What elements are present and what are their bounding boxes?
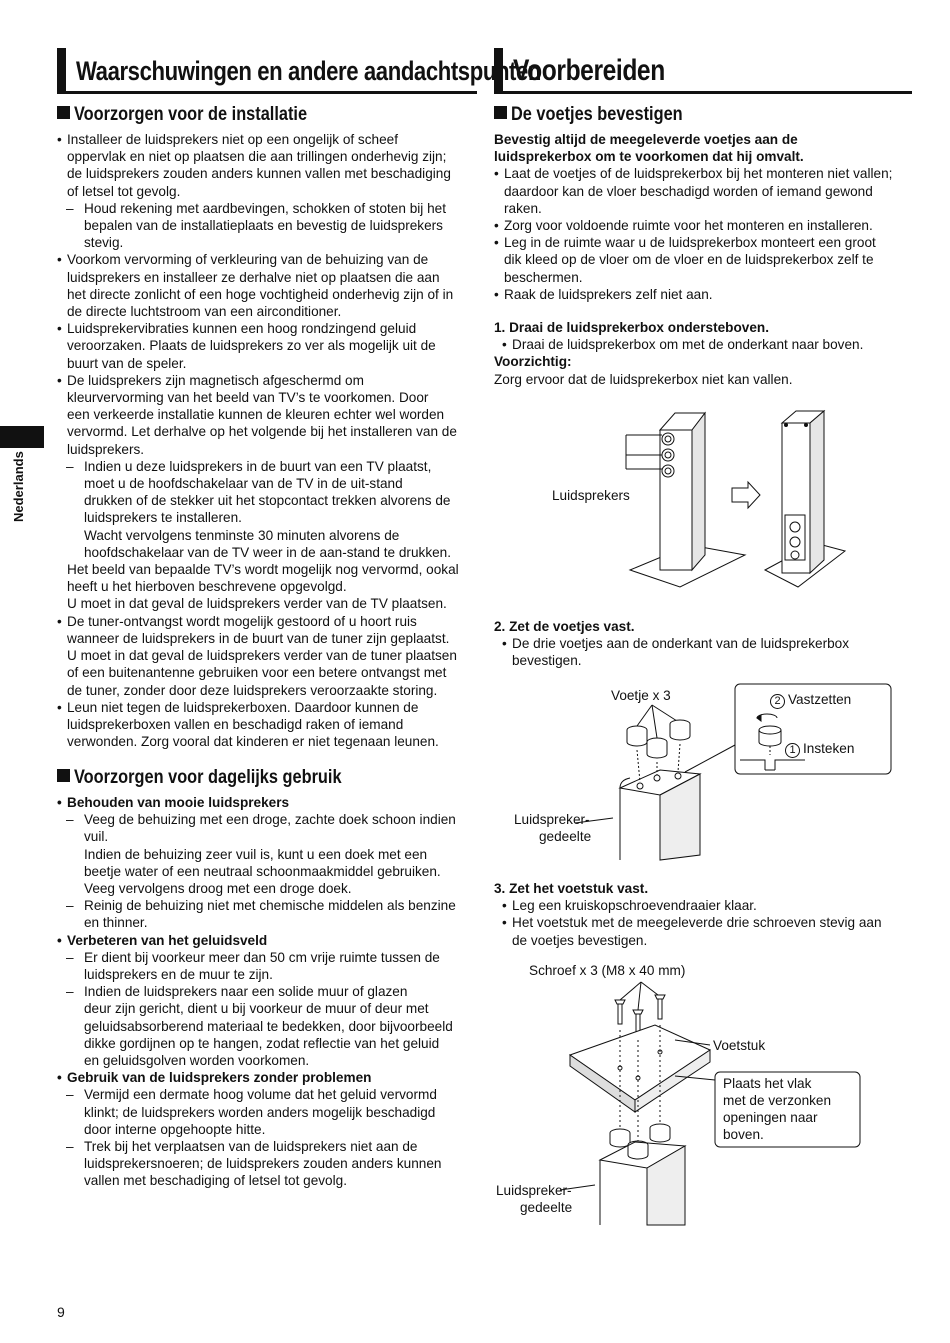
square-bullet-icon <box>57 769 70 782</box>
text-line: verwonden. Zorg vooral dat kinderen er niet tegenaan leunen. <box>67 734 439 750</box>
text-line: hoofdschakelaar van de TV weer in de aan-stand te drukken. <box>84 544 452 560</box>
square-bullet-icon <box>57 106 70 119</box>
text-line: en geluidsgolven worden voorkomen. <box>84 1053 310 1069</box>
text-line: – Vermijd een dermate hoog volume dat het geluid vervormd <box>57 1086 482 1103</box>
text-line: Indien de behuizing zeer vuil is, kunt u een doek met een <box>84 846 428 862</box>
text-line: • Laat de voetjes of de luidsprekerbox bij het monteren niet vallen; <box>494 165 919 182</box>
text-line: • Zorg voor voldoende ruimte voor het monteren en installeren. <box>494 217 919 234</box>
text-line: klinkt; de luidsprekers worden anders mogelijk beschadigd <box>84 1104 436 1120</box>
text-line: • Behouden van mooie luidsprekers <box>57 794 482 811</box>
language-tab <box>0 426 44 448</box>
text-line: heeft u het hierboven beschrevene opgevolgd. <box>67 579 347 595</box>
step-3-bullet-b: • Het voetstuk met de meegeleverde drie schroeven stevig aan <box>494 914 919 931</box>
text-line: vallen met beschadiging of letsel tot gevolg. <box>84 1173 347 1189</box>
text-line: beschermen. <box>504 269 583 285</box>
text-line: luidsprekers. <box>67 441 145 457</box>
step-1 <box>494 319 919 388</box>
step-2 <box>494 618 919 670</box>
page-number: 9 <box>57 1304 65 1320</box>
text-line: wanneer de luidsprekers in de buurt van de tuner zijn geplaatst. <box>67 630 450 646</box>
text-line: – Indien de luidsprekers naar een solide muur of glazen <box>57 983 482 1000</box>
text-line: deur zijn gericht, dient u bij voorkeur de muur of deur met <box>84 1001 429 1017</box>
text-line: veroorzaken. Plaats de luidsprekers zo ver als mogelijk uit de <box>67 338 436 354</box>
caution-label: Voorzichtig: <box>494 354 572 370</box>
speaker-flip-figure <box>620 405 850 590</box>
text-line: geluidsabsorberend materiaal te bedekken, door bijvoorbeeld <box>84 1018 453 1034</box>
text-line: luidsprekers en de muur te zijn. <box>84 967 273 983</box>
step-1-title: 1. Draai de luidsprekerbox ondersteboven. <box>494 320 769 335</box>
text-line: Veeg vervolgens droog met een droge doek. <box>84 881 352 897</box>
text-line: stevig. <box>84 235 124 251</box>
step-3-title: 3. Zet het voetstuk vast. <box>494 881 649 896</box>
text-line: luidsprekers te installeren. <box>84 510 242 526</box>
text-line: het directe zonlicht of een hoge vochtigheid onderhevig zijn of in <box>67 286 454 302</box>
text-line: – Er dient bij voorkeur meer dan 50 cm vrije ruimte tussen de <box>57 949 482 966</box>
intro-list <box>494 131 919 303</box>
text-line: drukken of de stekker uit het stopcontact trekken alvorens de <box>84 493 451 509</box>
left-page-title: Waarschuwingen en andere aandachtspunten <box>57 48 477 94</box>
step-number-2-icon: 2 <box>770 694 785 709</box>
text-line: • Luidsprekervibraties kunnen een hoog rondzingend geluid <box>57 320 482 337</box>
text-line: de luidsprekers zouden anders kunnen vallen met beschadiging <box>67 166 451 182</box>
text-line: door interne opgehoopte hitte. <box>84 1121 266 1137</box>
fig2-label-feet: Voetje x 3 <box>611 688 671 703</box>
fig3-label-base: Voetstuk <box>713 1038 766 1053</box>
fig2-label-tighten: 2 Vastzetten <box>770 691 851 709</box>
text-line: luidsprekers en installeer ze derhalve niet op plaatsen die aan <box>67 269 440 285</box>
install-list <box>57 131 482 750</box>
text-line: vervormd. Let derhalve op het volgende bij het installeren van de <box>67 424 457 440</box>
text-line: – Houd rekening met aardbevingen, schokken of stoten bij het <box>57 200 482 217</box>
install-heading: Voorzorgen voor de installatie <box>57 104 345 126</box>
text-line: Het beeld van bepaalde TV’s wordt mogelijk nog vervormd, ookal <box>67 562 459 578</box>
step-3 <box>494 880 919 949</box>
text-line: • Installeer de luidsprekers niet op een ongelijk of scheef <box>57 131 482 148</box>
text-line: of een buitenantenne gebruiken voor een betere ontvangst met <box>67 665 447 681</box>
text-line: – Indien u deze luidsprekers in de buurt van een TV plaatst, <box>57 458 482 475</box>
text-line: • Voorkom vervorming of verkleuring van de behuizing van de <box>57 251 482 268</box>
language-label: Nederlands <box>11 451 26 522</box>
fig1-label-speakers: Luidsprekers <box>552 488 630 503</box>
text-line: dikke gordijnen op te hangen, zodat reflectie van het geluid <box>84 1035 440 1051</box>
text-line: – Reinig de behuizing niet met chemische middelen als benzine <box>57 897 482 914</box>
fig3-label-screws: Schroef x 3 (M8 x 40 mm) <box>529 963 686 978</box>
step-number-1-icon: 1 <box>785 743 800 758</box>
text-line: beetje water of een neutraal schoonmaakmiddel gebruiken. <box>84 863 441 879</box>
text-line: raken. <box>504 200 542 216</box>
text-line: – Veeg de behuizing met een droge, zachte doek schoon indien <box>57 811 482 828</box>
step-2-bullet-cont: bevestigen. <box>512 653 582 669</box>
text-line: daardoor kan de vloer beschadigd worden of iemand gewond <box>504 183 873 199</box>
fig3-label-part-2: gedeelte <box>520 1200 573 1215</box>
text-line: • Leun niet tegen de luidsprekerboxen. Daardoor kunnen de <box>57 699 482 716</box>
step-2-title: 2. Zet de voetjes vast. <box>494 619 635 634</box>
text-line: moet u de hoofdschakelaar van de TV in de uit-stand <box>84 476 403 492</box>
text-line: U moet in dat geval de luidsprekers verder van de tuner plaatsen <box>67 648 457 664</box>
text-line: • Leg in de ruimte waar u de luidsprekerbox monteert een groot <box>494 234 919 251</box>
fig2-label-part-2: gedeelte <box>539 829 592 844</box>
text-line: vuil. <box>84 829 109 845</box>
feet-figure <box>605 700 895 860</box>
text-line: • Gebruik van de luidsprekers zonder problemen <box>57 1069 482 1086</box>
step-3-bullet-a: • Leg een kruiskopschroevendraaier klaar. <box>494 897 919 914</box>
text-line: de tuner, zonder door deze luidsprekers veroorzaakte storing. <box>67 682 438 698</box>
text-line: • Raak de luidsprekers zelf niet aan. <box>494 286 919 303</box>
caution-text: Zorg ervoor dat de luidsprekerbox niet kan vallen. <box>494 371 793 387</box>
text-line: luidsprekersnoeren; de luidsprekers zouden anders kunnen <box>84 1156 442 1172</box>
text-line: oppervlak en niet op plaatsen die aan trillingen onderhevig zijn; <box>67 149 447 165</box>
fig2-label-insert: 1 Insteken <box>785 740 854 758</box>
text-line: buurt van de speler. <box>67 355 187 371</box>
feet-heading: De voetjes bevestigen <box>494 104 711 126</box>
text-line: U moet in dat geval de luidsprekers verder van de TV plaatsen. <box>67 596 447 612</box>
right-page-title: Voorbereiden <box>494 48 912 94</box>
text-line: dik kleed op de vloer om de vloer en de luidsprekerbox zelf te <box>504 252 874 268</box>
text-line: • De luidsprekers zijn magnetisch afgeschermd om <box>57 372 482 389</box>
text-line: kleurvervorming van het beeld van TV’s te voorkomen. Door <box>67 390 429 406</box>
fig2-label-part-1: Luidspreker- <box>514 812 590 827</box>
text-line: Bevestig altijd de meegeleverde voetjes aan de <box>494 132 798 147</box>
fig3-note: Plaats het vlak met de verzonken openingen naar boven. <box>723 1076 832 1142</box>
daily-list <box>57 794 482 1190</box>
square-bullet-icon <box>494 106 507 119</box>
text-line: en thinner. <box>84 915 148 931</box>
text-line: luidsprekerbox om te voorkomen dat hij omvalt. <box>494 149 804 165</box>
step-2-bullet: • De drie voetjes aan de onderkant van de luidsprekerbox <box>494 635 919 652</box>
fig3-label-part-1: Luidspreker- <box>496 1183 572 1198</box>
text-line: • De tuner-ontvangst wordt mogelijk gestoord of u hoort ruis <box>57 613 482 630</box>
step-1-bullet: • Draai de luidsprekerbox om met de onderkant naar boven. <box>494 336 919 353</box>
text-line: de directe luchtstroom van een airconditioner. <box>67 304 342 320</box>
step-3-bullet-b-cont: de voetjes bevestigen. <box>512 932 648 948</box>
text-line: – Trek bij het verplaatsen van de luidsprekers niet aan de <box>57 1138 482 1155</box>
text-line: Wacht vervolgens tenminste 30 minuten alvorens de <box>84 527 400 543</box>
text-line: of letsel tot gevolg. <box>67 183 181 199</box>
text-line: bepalen van de installatieplaats en bevestig de luidsprekers <box>84 218 443 234</box>
text-line: een verkeerde installatie kunnen de kleuren echter wel worden <box>67 407 445 423</box>
daily-heading: Voorzorgen voor dagelijks gebruik <box>57 767 385 789</box>
text-line: luidsprekerboxen vallen en beschadigd raken of iemand <box>67 716 404 732</box>
text-line: • Verbeteren van het geluidsveld <box>57 932 482 949</box>
